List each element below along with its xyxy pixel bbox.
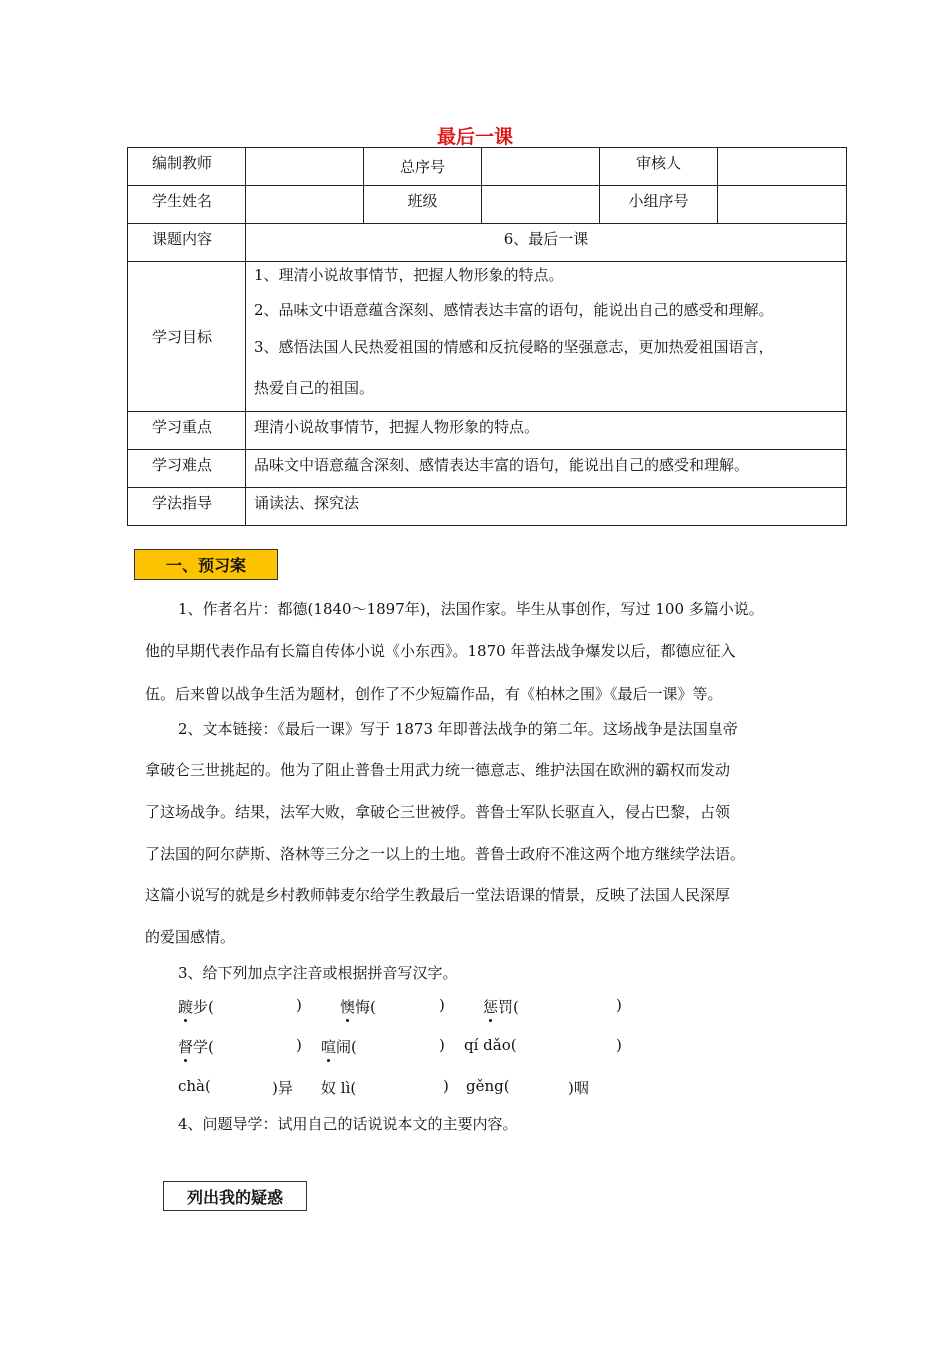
class-label: 班级 — [364, 186, 482, 224]
goal-4: 热爱自己的祖国。 — [254, 379, 375, 397]
goals-label: 学习目标 — [128, 262, 246, 412]
paragraph-line: 了法国的阿尔萨斯、洛林等三分之一以上的土地。普鲁士政府不准这两个地方继续学法语。 — [145, 845, 746, 863]
goal-1: 1、理清小说故事情节，把握人物形象的特点。 — [254, 266, 564, 284]
reviewer-field[interactable] — [718, 148, 847, 186]
pinyin-item: chà( — [178, 1077, 211, 1095]
pinyin-item — [340, 996, 376, 1017]
class-field[interactable] — [482, 186, 600, 224]
serial-label: 总序号 — [364, 148, 482, 186]
reviewer-label: 审核人 — [600, 148, 718, 186]
paragraph-line: 了这场战争。结果，法军大败，拿破仑三世被俘。普鲁士军队长驱直入，侵占巴黎，占领 — [145, 803, 731, 821]
focus-label: 学习重点 — [128, 412, 246, 450]
pinyin-text: 罚( — [498, 998, 519, 1016]
goal-3: 3、感悟法国人民热爱祖国的情感和反抗侵略的坚强意志，更加热爱祖国语言， — [254, 338, 774, 356]
paragraph-line: 拿破仑三世挑起的。他为了阻止普鲁士用武力统一德意志、维护法国在欧洲的霸权而发动 — [145, 761, 731, 779]
topic-label: 课题内容 — [128, 224, 246, 262]
goals-cell — [246, 262, 847, 412]
group-field[interactable] — [718, 186, 847, 224]
pinyin-close: ) — [296, 1036, 302, 1054]
pinyin-text: 闹( — [336, 1038, 357, 1056]
question-4: 4、问题导学：试用自己的话说说本文的主要内容。 — [178, 1115, 518, 1133]
dotted-char: 惩 — [483, 998, 499, 1016]
page-title: 最后一课 — [436, 126, 513, 148]
serial-field[interactable] — [482, 148, 600, 186]
focus-value: 理清小说故事情节，把握人物形象的特点。 — [246, 412, 847, 450]
pinyin-close: ) — [616, 996, 622, 1014]
pinyin-text: 悔( — [355, 998, 376, 1016]
goal-2: 2、品味文中语意蕴含深刻、感情表达丰富的语句，能说出自己的感受和理解。 — [254, 301, 774, 319]
pinyin-item — [178, 1036, 214, 1057]
difficulty-label: 学习难点 — [128, 450, 246, 488]
paragraph-line: 的爱国感情。 — [145, 928, 236, 946]
pinyin-item — [178, 996, 214, 1017]
section-questions-heading: 列出我的疑惑 — [163, 1181, 307, 1211]
teacher-label: 编制教师 — [128, 148, 246, 186]
dotted-char: 懊 — [340, 998, 356, 1016]
dotted-char: 踱 — [178, 998, 194, 1016]
pinyin-close: ) — [616, 1036, 622, 1054]
pinyin-close: ) — [443, 1077, 449, 1095]
pinyin-close: )异 — [272, 1079, 293, 1097]
dotted-char: 喧 — [321, 1038, 337, 1056]
dotted-char: 督 — [178, 1038, 194, 1056]
pinyin-close: ) — [439, 1036, 445, 1054]
paragraph-line: 1、作者名片：都德(1840～1897年)，法国作家。毕生从事创作，写过 100 多篇小说。 — [178, 600, 764, 618]
pinyin-item — [483, 996, 519, 1017]
pinyin-close: ) — [439, 996, 445, 1014]
paragraph-line: 2、文本链接：《最后一课》写于 1873 年即普法战争的第二年。这场战争是法国皇帝 — [178, 720, 738, 738]
info-table — [127, 147, 847, 526]
teacher-field[interactable] — [246, 148, 364, 186]
pinyin-item: gěng( — [466, 1077, 510, 1095]
student-field[interactable] — [246, 186, 364, 224]
pinyin-close: )咽 — [568, 1079, 589, 1097]
topic-value: 6、最后一课 — [246, 224, 847, 262]
paragraph-line: 他的早期代表作品有长篇自传体小说《小东西》。1870 年普法战争爆发以后，都德应征入 — [145, 642, 736, 660]
pinyin-text: 学( — [193, 1038, 214, 1056]
pinyin-item — [321, 1036, 357, 1057]
paragraph-line: 这篇小说写的就是乡村教师韩麦尔给学生教最后一堂法语课的情景，反映了法国人民深厚 — [145, 886, 731, 904]
pinyin-item: 奴 lì( — [321, 1079, 357, 1097]
pinyin-item: qí dǎo( — [464, 1036, 517, 1054]
paragraph-line: 伍。后来曾以战争生活为题材，创作了不少短篇作品，有《柏林之围》《最后一课》等。 — [145, 685, 723, 703]
student-label: 学生姓名 — [128, 186, 246, 224]
difficulty-value: 品味文中语意蕴含深刻、感情表达丰富的语句，能说出自己的感受和理解。 — [246, 450, 847, 488]
pinyin-text: 步( — [193, 998, 214, 1016]
method-value: 诵读法、探究法 — [246, 488, 847, 526]
method-label: 学法指导 — [128, 488, 246, 526]
paragraph-line: 3、给下列加点字注音或根据拼音写汉字。 — [178, 964, 458, 982]
section-preview-heading: 一、预习案 — [134, 549, 278, 580]
pinyin-close: ) — [296, 996, 302, 1014]
group-label: 小组序号 — [600, 186, 718, 224]
